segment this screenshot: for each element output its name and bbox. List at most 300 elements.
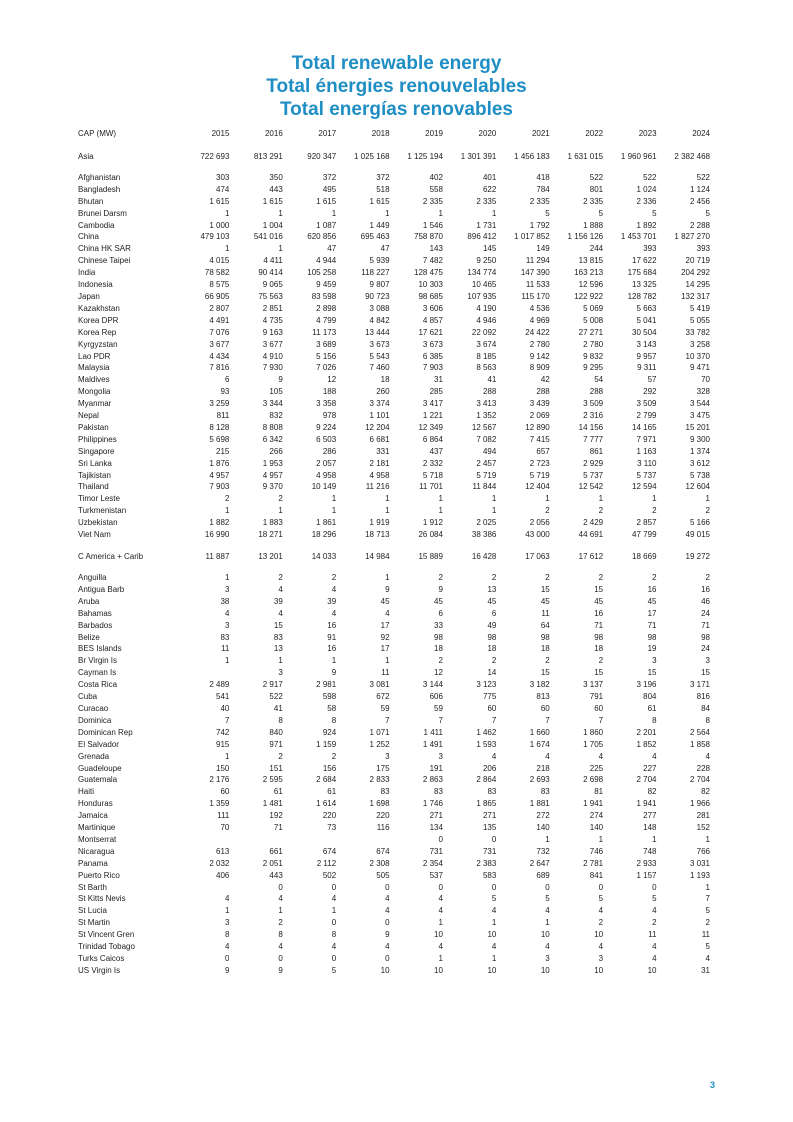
value-cell: 2 489 — [209, 680, 230, 690]
value-cell: 1 — [545, 834, 550, 844]
country-name: Chinese Taipei — [78, 256, 131, 266]
value-cell: 128 475 — [414, 268, 443, 278]
value-cell — [176, 882, 229, 894]
value-cell: 188 — [322, 387, 337, 397]
value-cell: 1 — [224, 573, 230, 582]
value-cell: 766 — [696, 846, 710, 856]
value-cell: 215 — [216, 446, 230, 456]
country-name: Cuba — [78, 692, 98, 702]
value-cell: 46 — [701, 596, 710, 606]
value-cell: 2 335 — [422, 196, 443, 206]
value-cell: 0 — [224, 954, 230, 963]
value-cell: 61 — [647, 703, 657, 713]
value-cell: 5 939 — [369, 256, 390, 266]
value-cell: 218 — [536, 763, 550, 773]
value-cell: 10 — [540, 930, 550, 940]
value-cell: 537 — [429, 870, 443, 880]
value-cell: 8 — [652, 715, 657, 725]
title-spanish: Total energías renovables — [279, 99, 513, 120]
value-cell: 1 — [331, 656, 337, 666]
value-cell: 1 — [224, 208, 230, 218]
value-cell: 4 957 — [209, 470, 230, 480]
value-cell: 832 — [269, 411, 283, 421]
value-cell: 244 — [589, 244, 604, 254]
value-cell: 70 — [701, 375, 710, 385]
value-cell: 518 — [376, 184, 390, 194]
country-name: Brunei Darsm — [78, 208, 127, 218]
value-cell: 15 — [273, 620, 283, 630]
value-cell: 122 922 — [574, 291, 604, 301]
table-row — [78, 374, 710, 386]
value-cell: 775 — [482, 692, 497, 702]
value-cell: 2 780 — [583, 339, 604, 349]
value-cell: 1 — [331, 506, 337, 516]
value-cell: 1 — [224, 751, 230, 761]
value-cell: 2 863 — [422, 775, 443, 785]
value-cell: 4 — [331, 608, 337, 618]
table-row — [78, 774, 710, 786]
table-row — [78, 655, 710, 667]
value-cell: 17 — [380, 644, 390, 654]
country-name: Dominican Rep — [78, 727, 133, 737]
value-cell: 19 272 — [685, 552, 710, 561]
spacer-row — [78, 563, 710, 572]
value-cell: 4 969 — [529, 315, 550, 325]
value-cell: 54 — [594, 375, 604, 385]
value-cell: 2 781 — [583, 858, 604, 868]
table-row — [78, 243, 710, 255]
value-cell: 3 374 — [369, 399, 390, 409]
value-cell: 1 193 — [689, 870, 710, 880]
value-cell: 2 069 — [529, 411, 550, 421]
value-cell: 81 — [594, 787, 604, 797]
value-cell: 3 — [438, 751, 443, 761]
value-cell: 70 — [220, 823, 230, 833]
value-cell: 4 958 — [369, 470, 390, 480]
value-cell: 2 335 — [583, 196, 604, 206]
value-cell: 11 294 — [525, 256, 550, 266]
value-cell: 4 — [598, 906, 604, 916]
value-cell: 40 — [220, 703, 230, 713]
value-cell: 10 — [540, 965, 550, 975]
value-cell: 1 491 — [422, 739, 443, 749]
value-cell: 292 — [643, 387, 657, 397]
value-cell: 4 — [385, 894, 390, 904]
value-cell: 1 — [224, 244, 230, 254]
value-cell: 4 — [652, 751, 657, 761]
value-cell: 9 471 — [689, 363, 710, 373]
value-cell: 145 — [482, 244, 497, 254]
value-cell: 2 933 — [636, 858, 657, 868]
value-cell: 1 157 — [636, 870, 657, 880]
value-cell: 12 204 — [365, 422, 390, 432]
value-cell: 15 — [540, 668, 550, 678]
value-cell: 0 — [491, 882, 497, 892]
value-cell: 2 — [278, 751, 283, 761]
value-cell: 3 031 — [689, 858, 710, 868]
value-cell: 2 917 — [262, 680, 283, 690]
value-cell: 15 — [540, 584, 550, 594]
table-row — [78, 798, 710, 810]
value-cell: 5 — [598, 894, 604, 904]
value-cell: 45 — [487, 596, 497, 606]
value-cell: 2 833 — [369, 775, 390, 785]
value-cell: 6 864 — [422, 434, 443, 444]
value-cell: 7 — [545, 715, 550, 725]
value-cell: 613 — [216, 846, 230, 856]
value-cell: 118 227 — [361, 268, 390, 278]
table-row — [78, 965, 710, 977]
value-cell: 2 — [278, 918, 283, 928]
table-row — [78, 410, 710, 422]
table-row — [78, 905, 710, 917]
value-cell: 6 — [224, 375, 230, 385]
value-cell: 2 704 — [689, 775, 710, 785]
value-cell: 5 — [545, 208, 550, 218]
value-cell: 2 704 — [636, 775, 657, 785]
table-row — [78, 822, 710, 834]
value-cell: 443 — [269, 870, 283, 880]
spacer-cell — [78, 163, 710, 172]
value-cell: 1 674 — [529, 739, 550, 749]
value-cell: 620 856 — [307, 232, 337, 242]
country-name: Viet Nam — [78, 530, 111, 540]
table-row — [78, 422, 710, 434]
value-cell: 1 953 — [262, 458, 283, 468]
value-cell: 1 — [491, 918, 497, 928]
table-row — [78, 279, 710, 291]
value-cell: 13 325 — [632, 280, 657, 290]
value-cell: 11 173 — [312, 327, 337, 337]
value-cell: 437 — [429, 446, 443, 456]
value-cell: 11 — [541, 608, 550, 618]
value-cell: 140 — [536, 823, 550, 833]
value-cell: 816 — [696, 692, 710, 702]
value-cell: 5 — [652, 894, 657, 904]
country-name: Curacao — [78, 703, 109, 713]
value-cell: 5 419 — [689, 303, 710, 313]
value-cell: 1 252 — [369, 739, 390, 749]
country-name: Montserrat — [78, 834, 117, 844]
value-cell: 33 782 — [685, 327, 710, 337]
value-cell — [176, 834, 229, 846]
value-cell: 49 — [487, 620, 497, 630]
table-row — [78, 362, 710, 374]
value-cell: 11 — [648, 930, 657, 940]
value-cell: 38 — [220, 596, 230, 606]
value-cell: 5 — [598, 208, 604, 218]
value-cell: 1 919 — [369, 518, 390, 528]
value-cell: 8 808 — [262, 422, 283, 432]
value-cell: 220 — [376, 811, 390, 821]
value-cell: 26 084 — [418, 530, 443, 540]
value-cell: 2 — [598, 656, 604, 666]
value-cell: 41 — [487, 375, 497, 385]
country-name: Guadeloupe — [78, 763, 122, 773]
value-cell: 1 860 — [583, 727, 604, 737]
value-cell: 3 — [705, 656, 710, 666]
region-name: C America + Carib — [78, 552, 144, 561]
value-cell: 47 — [380, 244, 390, 254]
value-cell: 7 460 — [369, 363, 390, 373]
value-cell: 4 — [224, 942, 230, 952]
value-cell: 60 — [594, 703, 604, 713]
value-cell: 10 303 — [418, 280, 443, 290]
value-cell: 45 — [540, 596, 550, 606]
value-cell: 10 149 — [311, 482, 337, 492]
value-cell: 0 — [331, 882, 337, 892]
value-cell: 14 165 — [632, 422, 657, 432]
value-cell: 147 390 — [520, 268, 550, 278]
value-cell: 0 — [385, 954, 390, 963]
value-cell: 1 301 391 — [460, 151, 497, 161]
value-cell: 4 — [278, 894, 283, 904]
value-cell: 11 701 — [419, 482, 443, 492]
value-cell: 39 — [273, 596, 283, 606]
value-cell: 115 170 — [521, 291, 550, 301]
value-cell: 418 — [536, 172, 550, 182]
value-cell: 2 851 — [262, 303, 283, 313]
value-cell: 1 — [705, 882, 710, 892]
value-cell: 150 — [216, 763, 230, 773]
value-cell: 4 946 — [476, 315, 497, 325]
value-cell: 1 156 126 — [567, 232, 604, 242]
country-name: Jamaica — [78, 811, 108, 821]
value-cell: 2 354 — [422, 858, 443, 868]
table-row — [78, 291, 710, 303]
value-cell: 1 124 — [689, 184, 710, 194]
table-row — [78, 196, 710, 208]
value-cell: 9 832 — [583, 351, 604, 361]
country-name: Sri Lanka — [78, 458, 112, 468]
value-cell: 920 347 — [307, 151, 337, 161]
value-cell: 3 259 — [209, 399, 230, 409]
value-cell: 17 612 — [578, 552, 604, 561]
value-cell: 3 143 — [636, 339, 657, 349]
value-cell: 1 — [545, 494, 550, 504]
country-name: China HK SAR — [78, 244, 131, 254]
value-cell: 9 — [331, 668, 337, 678]
value-cell: 98 685 — [418, 291, 443, 301]
value-cell: 328 — [696, 387, 710, 397]
spacer-cell — [78, 541, 710, 551]
value-cell: 5 738 — [689, 470, 710, 480]
value-cell: 5 069 — [583, 303, 604, 313]
table-row — [78, 470, 710, 482]
value-cell: 2 — [331, 751, 337, 761]
value-cell: 1 941 — [636, 799, 657, 809]
country-name: Trinidad Tobago — [78, 942, 135, 952]
value-cell: 4 — [438, 942, 443, 952]
value-cell: 59 — [380, 703, 390, 713]
value-cell: 840 — [269, 727, 283, 737]
value-cell: 4 — [438, 906, 443, 916]
value-cell: 1 359 — [209, 799, 230, 809]
value-cell: 7 971 — [636, 434, 657, 444]
value-cell: 583 — [482, 870, 497, 880]
title-french: Total énergies renouvelables — [266, 76, 527, 97]
table-row — [78, 751, 710, 763]
value-cell: 2 — [705, 918, 710, 928]
value-cell: 1 861 — [316, 518, 337, 528]
value-cell: 0 — [385, 918, 390, 928]
value-cell: 71 — [594, 620, 604, 630]
value-cell: 175 684 — [627, 268, 657, 278]
value-cell: 1 025 168 — [353, 151, 390, 161]
country-name: Korea Rep — [78, 327, 117, 337]
value-cell: 4 434 — [209, 351, 230, 361]
value-cell: 61 — [273, 787, 283, 797]
value-cell: 1 — [278, 656, 283, 666]
table-row — [78, 763, 710, 775]
value-cell: 746 — [589, 846, 604, 856]
value-cell: 1 — [705, 834, 710, 844]
table-row — [78, 255, 710, 267]
value-cell: 271 — [429, 811, 443, 821]
value-cell: 288 — [589, 387, 604, 397]
value-cell: 1 — [224, 506, 230, 516]
value-cell: 3 — [652, 656, 657, 666]
value-cell: 3 509 — [583, 399, 604, 409]
value-cell: 5 055 — [689, 315, 710, 325]
value-cell: 9 311 — [637, 363, 657, 373]
value-cell: 1 101 — [369, 411, 390, 421]
value-cell: 4 — [385, 906, 390, 916]
value-cell: 2 335 — [529, 196, 550, 206]
table-row — [78, 703, 710, 715]
value-cell: 4 015 — [209, 256, 230, 266]
value-cell: 3 171 — [689, 680, 710, 690]
value-cell: 134 — [429, 823, 443, 833]
country-name: Lao PDR — [78, 351, 111, 361]
value-cell: 4 — [385, 608, 390, 618]
value-cell: 135 — [482, 823, 497, 833]
value-cell: 1 966 — [689, 799, 710, 809]
value-cell: 3 182 — [529, 680, 550, 690]
country-name: Turks Caicos — [78, 954, 125, 963]
value-cell: 1 221 — [422, 411, 443, 421]
value-cell: 78 582 — [204, 268, 230, 278]
value-cell: 4 190 — [476, 303, 497, 313]
value-cell: 1 374 — [689, 446, 710, 456]
value-cell: 274 — [589, 811, 604, 821]
value-cell: 372 — [376, 172, 390, 182]
value-cell: 350 — [269, 172, 283, 182]
value-cell: 2 — [652, 573, 657, 582]
value-cell: 38 386 — [471, 530, 497, 540]
value-cell: 4 799 — [316, 315, 337, 325]
country-name: US Virgin Is — [78, 965, 121, 975]
year-header: 2021 — [531, 129, 550, 138]
value-cell: 813 291 — [253, 151, 283, 161]
value-cell: 1 — [545, 918, 550, 928]
country-name: Panama — [78, 858, 108, 868]
value-cell: 64 — [540, 620, 550, 630]
country-name: Grenada — [78, 751, 110, 761]
country-name: Haiti — [78, 787, 95, 797]
value-cell: 474 — [216, 184, 230, 194]
value-cell: 3 — [224, 584, 230, 594]
value-cell: 43 000 — [525, 530, 550, 540]
country-name: Dominica — [78, 715, 112, 725]
table-row — [78, 267, 710, 279]
value-cell: 541 016 — [253, 232, 283, 242]
value-cell: 1 — [331, 208, 337, 218]
country-name: Costa Rica — [78, 680, 118, 690]
value-cell: 4 735 — [262, 315, 283, 325]
value-cell: 3 — [224, 918, 230, 928]
value-cell: 10 — [647, 965, 657, 975]
country-name: Anguilla — [78, 573, 107, 582]
value-cell: 30 504 — [632, 327, 657, 337]
value-cell: 5 — [705, 942, 710, 952]
value-cell: 15 — [701, 668, 710, 678]
value-cell: 3 — [385, 751, 390, 761]
value-cell: 1 — [438, 208, 443, 218]
value-cell: 1 — [278, 244, 283, 254]
table-row — [78, 882, 710, 894]
value-cell: 3 417 — [422, 399, 443, 409]
value-cell: 45 — [434, 596, 443, 606]
value-cell: 16 — [594, 608, 604, 618]
value-cell: 1 453 701 — [620, 232, 657, 242]
value-cell: 4 — [705, 954, 710, 963]
value-cell: 11 216 — [365, 482, 390, 492]
value-cell: 4 — [331, 584, 337, 594]
value-cell: 3 439 — [529, 399, 550, 409]
value-cell: 128 782 — [627, 291, 657, 301]
country-name: St Vincent Gren — [78, 930, 135, 940]
value-cell: 1 017 852 — [514, 232, 550, 242]
value-cell: 2 — [652, 918, 657, 928]
table-row — [78, 715, 710, 727]
table-row — [78, 327, 710, 339]
value-cell: 372 — [322, 172, 337, 182]
value-cell: 2 807 — [209, 303, 230, 313]
value-cell: 27 271 — [578, 327, 604, 337]
value-cell: 6 503 — [316, 434, 337, 444]
value-cell: 58 — [327, 703, 337, 713]
table-row — [78, 493, 710, 505]
value-cell: 13 — [487, 584, 497, 594]
value-cell: 0 — [278, 954, 283, 963]
value-cell: 4 — [224, 894, 230, 904]
value-cell: 1 882 — [209, 518, 230, 528]
value-cell: 2 723 — [529, 458, 550, 468]
value-cell: 24 422 — [525, 327, 550, 337]
value-cell: 191 — [429, 763, 443, 773]
value-cell: 406 — [216, 870, 230, 880]
region-row — [78, 551, 710, 563]
table-row — [78, 339, 710, 351]
value-cell: 6 342 — [262, 434, 283, 444]
country-name: Afghanistan — [78, 172, 121, 182]
value-cell: 522 — [696, 172, 710, 182]
value-cell: 674 — [322, 846, 337, 856]
value-cell: 4 — [545, 906, 550, 916]
value-cell: 3 677 — [209, 339, 230, 349]
value-cell: 2 382 468 — [674, 151, 710, 161]
value-cell: 61 — [327, 787, 337, 797]
title-block — [0, 52, 793, 121]
value-cell: 742 — [216, 727, 230, 737]
value-cell: 4 — [705, 751, 710, 761]
value-cell: 522 — [269, 692, 283, 702]
value-cell: 5 — [545, 894, 550, 904]
country-name: Indonesia — [78, 280, 113, 290]
value-cell: 672 — [376, 692, 390, 702]
value-cell: 3 509 — [636, 399, 657, 409]
